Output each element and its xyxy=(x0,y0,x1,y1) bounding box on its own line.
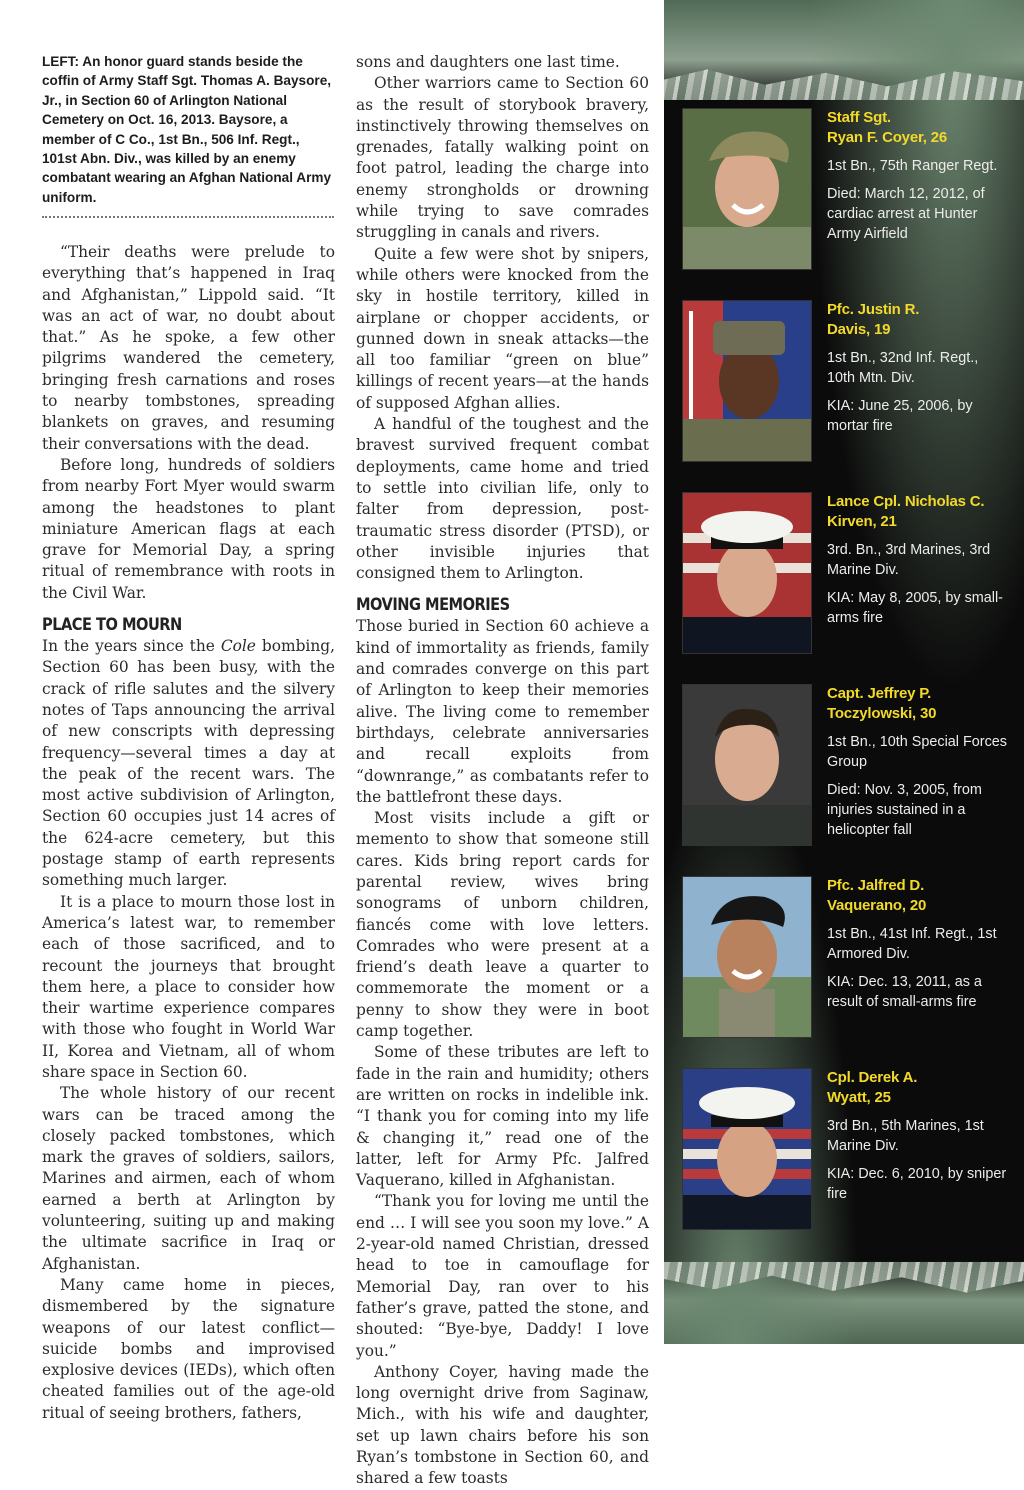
paragraph: “Thank you for loving me until the end … I will see you soon my love.” A 2-year-old named Christian, dressed head to toe in camouflage for Memorial Day, ran over to his father’s grave, patted the stone, and shouted: “Bye-bye, Daddy! I love you.” xyxy=(356,1192,649,1360)
paragraph: It is a place to mourn those lost in America’s latest war, to remember each of those sacrificed, and to recount the journeys that brought them here, a place to consider how their wartime experience compares with those who fought in World War II, Korea and Vietnam, all of whom share space in Section 60. xyxy=(42,892,335,1081)
soldier-name xyxy=(827,876,1007,916)
soldier-name xyxy=(827,108,1007,148)
name-line: Staff Sgt. xyxy=(827,109,891,126)
soldier-card xyxy=(682,876,1012,1040)
soldier-photo xyxy=(682,876,812,1038)
paragraph: Quite a few were shot by snipers, while others were knocked from the sky in hostile territory, killed in airplane or chopper accidents, or gunned down in sneak attacks—the all too familiar “green on blue” killings of recent years—at the hands of supposed Afghan allies. xyxy=(356,244,649,412)
soldier-photo xyxy=(682,1068,812,1230)
name-line: Pfc. Jalfred D. xyxy=(827,877,925,894)
text-span: In the years since the xyxy=(42,637,221,656)
name-line: Ryan F. Coyer, 26 xyxy=(827,129,947,146)
name-line: Lance Cpl. Nicholas C. xyxy=(827,493,985,510)
soldier-name xyxy=(827,492,1007,532)
caption-text: An honor guard stands beside the coffin of Army Staff Sgt. Thomas A. Baysore, Jr., in Section 60 of Arlington National Cemetery on Oct. 16, 2013. Baysore, a member of C Co., 1st Bn., 506 Inf. Regt., 101st Abn. Div., was killed by an enemy combatant wearing an Afghan National Army uniform. xyxy=(42,54,332,205)
paragraph: Before long, hundreds of soldiers from nearby Fort Myer would swarm among the headstones to plant miniature American flags at each grave for Memorial Day, a spring ritual of remembrance with roots in the Civil War. xyxy=(42,455,335,602)
marine-portrait-flag-icon xyxy=(683,1069,811,1229)
soldier-info xyxy=(827,876,1007,1020)
soldier-death: Died: Nov. 3, 2005, from injuries sustained in a helicopter fall xyxy=(827,782,982,838)
text-span: bombing, Section 60 has been busy, with the crack of rifle salutes and the silvery notes of Taps announcing the arrival of new conscripts with depressing frequency—several times a day at the peak of the recent wars. The most active subdivision of Arlington, Section 60 occupies just 14 acres of the 624-acre cemetery, but this postage stamp of earth represents something much larger. xyxy=(42,637,335,890)
soldier-unit: 3rd Bn., 5th Marines, 1st Marine Div. xyxy=(827,1118,984,1154)
paragraph: Many came home in pieces, dismembered by the signature weapons of our latest conflict—suicide bombs and improvised explosive devices (IEDs), which often cheated families out of the age-old ritual of seeing brothers, fathers, xyxy=(42,1275,335,1422)
paragraph: Most visits include a gift or memento to show that someone still cares. Kids bring report cards for parental review, wives bring sonograms of unborn children, fiancés come with love letters. Comrades who were present at a friend’s death leave a quarter to commemorate the moment or a penny to show they were in boot camp together. xyxy=(356,809,649,1041)
paragraph: A handful of the toughest and the bravest survived frequent combat deployments, came home and tried to settle into civilian life, only to falter from depression, post-traumatic stress disorder (PTSD), or other invisible injuries that consigned them to Arlington. xyxy=(356,415,649,583)
paragraph: Other warriors came to Section 60 as the result of storybook bravery, instinctively throwing themselves on grenades, fatally walking point on foot patrol, leading the charge into enemy strongholds or drowning while trying to save comrades struggling in canals and rivers. xyxy=(356,74,649,242)
soldier-unit: 3rd. Bn., 3rd Marines, 3rd Marine Div. xyxy=(827,542,991,578)
soldier-info xyxy=(827,492,1007,636)
soldier-card xyxy=(682,300,1012,464)
soldier-death: KIA: Dec. 13, 2011, as a result of small-arms fire xyxy=(827,974,982,1010)
soldier-portrait-uniform-icon xyxy=(683,685,811,845)
caption-lead: LEFT: xyxy=(42,54,79,69)
soldier-death: KIA: June 25, 2006, by mortar fire xyxy=(827,398,973,434)
article-column-2 xyxy=(356,52,649,1490)
paragraph: “Their deaths were prelude to everything that’s happened in Iraq and Afghanistan,” Lippold said. “It was an act of war, no doubt about that.” As he spoke, a few other pilgrims wandered the cemetery, bringing fresh carnations and roses to nearby tombstones, spreading blankets on graves, and resuming their conversations with the dead. xyxy=(42,243,335,453)
soldier-unit: 1st Bn., 10th Special Forces Group xyxy=(827,734,1007,770)
soldier-portrait-patrol-cap-icon xyxy=(683,301,811,461)
name-line: Toczylowski, 30 xyxy=(827,705,937,722)
soldier-card xyxy=(682,492,1012,656)
paragraph: Those buried in Section 60 achieve a kind of immortality as friends, family and comrades converge on this part of Arlington to keep their memories alive. The living come to remember birthdays, celebrate anniversaries and recall exploits from “downrange,” as combatants refer to the battlefront these days. xyxy=(356,617,649,806)
section-heading-place-to-mourn: PLACE TO MOURN xyxy=(42,615,182,636)
name-line: Vaquerano, 20 xyxy=(827,897,927,914)
soldier-unit: 1st Bn., 41st Inf. Regt., 1st Armored Div. xyxy=(827,926,997,962)
soldier-card xyxy=(682,684,1012,848)
paragraph: The whole history of our recent wars can be traced among the closely packed tombstones, which mark the graves of soldiers, sailors, Marines and airmen, each of whom earned a berth at Arlington by volunteering, suiting up and making the ultimate sacrifice in Iraq or Afghanistan. xyxy=(42,1084,335,1273)
soldier-death: KIA: May 8, 2005, by small-arms fire xyxy=(827,590,1003,626)
torn-edge-bottom xyxy=(664,1262,1024,1296)
torn-edge-top xyxy=(664,66,1024,100)
fallen-soldiers-sidebar xyxy=(664,0,1024,1344)
name-line: Kirven, 21 xyxy=(827,513,897,530)
photo-caption xyxy=(42,52,334,207)
soldier-portrait-beret-icon xyxy=(683,109,811,269)
soldier-death: KIA: Dec. 6, 2010, by sniper fire xyxy=(827,1166,1007,1202)
soldier-name xyxy=(827,684,1007,724)
soldier-unit: 1st Bn., 32nd Inf. Regt., 10th Mtn. Div. xyxy=(827,350,979,386)
name-line: Pfc. Justin R. xyxy=(827,301,920,318)
name-line: Wyatt, 25 xyxy=(827,1089,891,1106)
paragraph: Anthony Coyer, having made the long overnight drive from Saginaw, Mich., with his wife and daughter, set up lawn chairs before his son Ryan’s tombstone in Section 60, and shared a few toasts xyxy=(356,1362,649,1488)
soldier-photo xyxy=(682,300,812,462)
section-heading-moving-memories: MOVING MEMORIES xyxy=(356,595,510,616)
article-column-1 xyxy=(42,242,335,1424)
soldier-name xyxy=(827,300,1007,340)
soldier-photo xyxy=(682,108,812,270)
soldier-unit: 1st Bn., 75th Ranger Regt. xyxy=(827,158,998,174)
italic-text: Cole xyxy=(220,637,256,656)
soldier-info xyxy=(827,108,1007,252)
marine-portrait-dress-cap-icon xyxy=(683,493,811,653)
soldier-info xyxy=(827,1068,1007,1212)
soldier-info xyxy=(827,300,1007,444)
name-line: Davis, 19 xyxy=(827,321,891,338)
paragraph xyxy=(42,636,335,892)
soldier-card xyxy=(682,108,1012,272)
caption-divider xyxy=(42,216,334,218)
soldier-death: Died: March 12, 2012, of cardiac arrest at Hunter Army Airfield xyxy=(827,186,985,242)
soldier-portrait-beret-outdoor-icon xyxy=(683,877,811,1037)
soldier-card xyxy=(682,1068,1012,1232)
paragraph: sons and daughters one last time. xyxy=(356,53,620,71)
paragraph: Some of these tributes are left to fade in the rain and humidity; others are written on rocks in indelible ink. “I thank you for coming into my life & changing it,” read one of the latter, left for Army Pfc. Jalfred Vaquerano, killed in Afghanistan. xyxy=(356,1043,649,1190)
soldier-name xyxy=(827,1068,1007,1108)
soldier-photo xyxy=(682,684,812,846)
name-line: Cpl. Derek A. xyxy=(827,1069,918,1086)
soldier-photo xyxy=(682,492,812,654)
soldier-info xyxy=(827,684,1007,848)
name-line: Capt. Jeffrey P. xyxy=(827,685,932,702)
